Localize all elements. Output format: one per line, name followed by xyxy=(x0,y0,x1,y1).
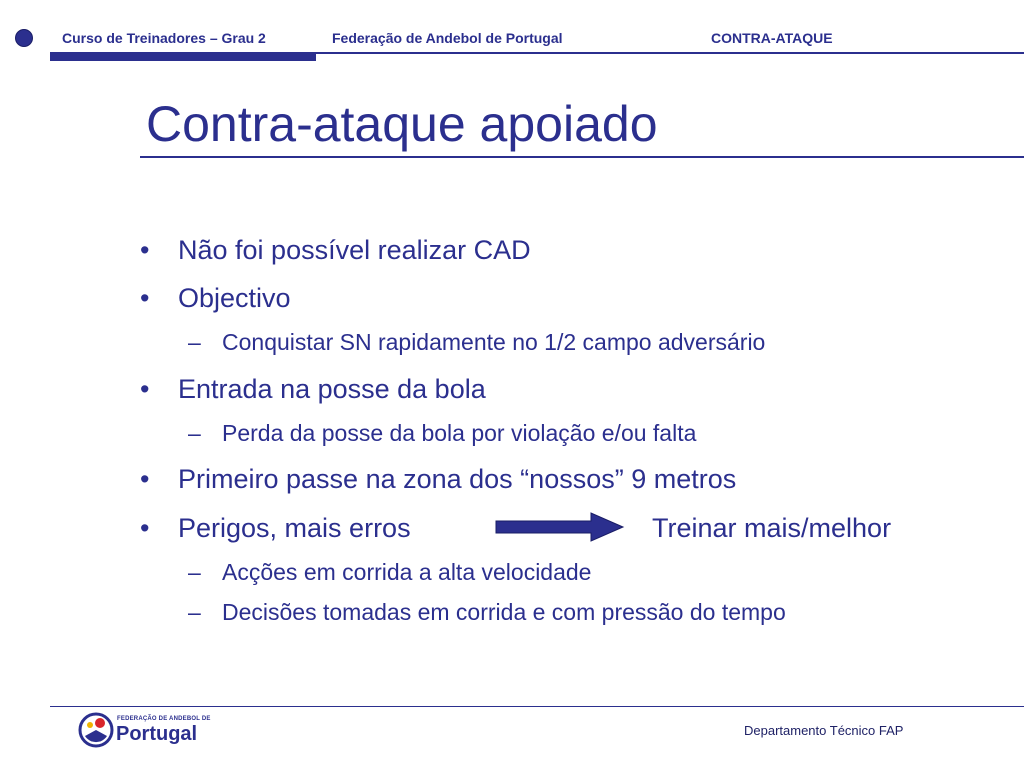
federation-logo-icon xyxy=(78,712,114,748)
bullet-text: Perigos, mais erros xyxy=(178,513,411,543)
slide-title: Contra-ataque apoiado xyxy=(146,96,658,152)
bullet-marker: • xyxy=(140,374,150,404)
sub-bullet-marker: – xyxy=(188,599,201,625)
sub-bullet-text: Perda da posse da bola por violação e/ou falta xyxy=(222,420,697,446)
bullet-marker: • xyxy=(140,283,150,313)
bullet-text: Entrada na posse da bola xyxy=(178,374,486,404)
bullet-marker: • xyxy=(140,513,150,543)
footer-divider xyxy=(50,706,1024,707)
header-course: Curso de Treinadores – Grau 2 xyxy=(62,30,266,46)
sub-bullet-marker: – xyxy=(188,559,201,585)
sub-bullet-text: Decisões tomadas em corrida e com pressão do tempo xyxy=(222,599,786,625)
title-divider xyxy=(140,156,1024,158)
bullet-text: Não foi possível realizar CAD xyxy=(178,235,531,265)
bullet-marker: • xyxy=(140,235,150,265)
header-bullet-icon xyxy=(15,29,33,47)
sub-bullet-marker: – xyxy=(188,420,201,446)
bullet-text: Objectivo xyxy=(178,283,291,313)
logo-small-text: FEDERAÇÃO DE ANDEBOL DE xyxy=(117,716,211,722)
sub-bullet-text: Conquistar SN rapidamente no 1/2 campo adversário xyxy=(222,329,766,355)
sub-bullet-marker: – xyxy=(188,329,201,355)
right-arrow-icon xyxy=(495,512,625,542)
logo-big-text: Portugal xyxy=(116,723,198,745)
header-federation: Federação de Andebol de Portugal xyxy=(332,30,563,46)
sub-bullet-text: Acções em corrida a alta velocidade xyxy=(222,559,592,585)
arrow-target-text: Treinar mais/melhor xyxy=(652,513,892,543)
header-accent-bar xyxy=(50,54,316,61)
bullet-text: Primeiro passe na zona dos “nossos” 9 metros xyxy=(178,464,737,494)
footer-department: Departamento Técnico FAP xyxy=(744,723,904,738)
bullet-marker: • xyxy=(140,464,150,494)
header-topic: CONTRA-ATAQUE xyxy=(711,30,833,46)
